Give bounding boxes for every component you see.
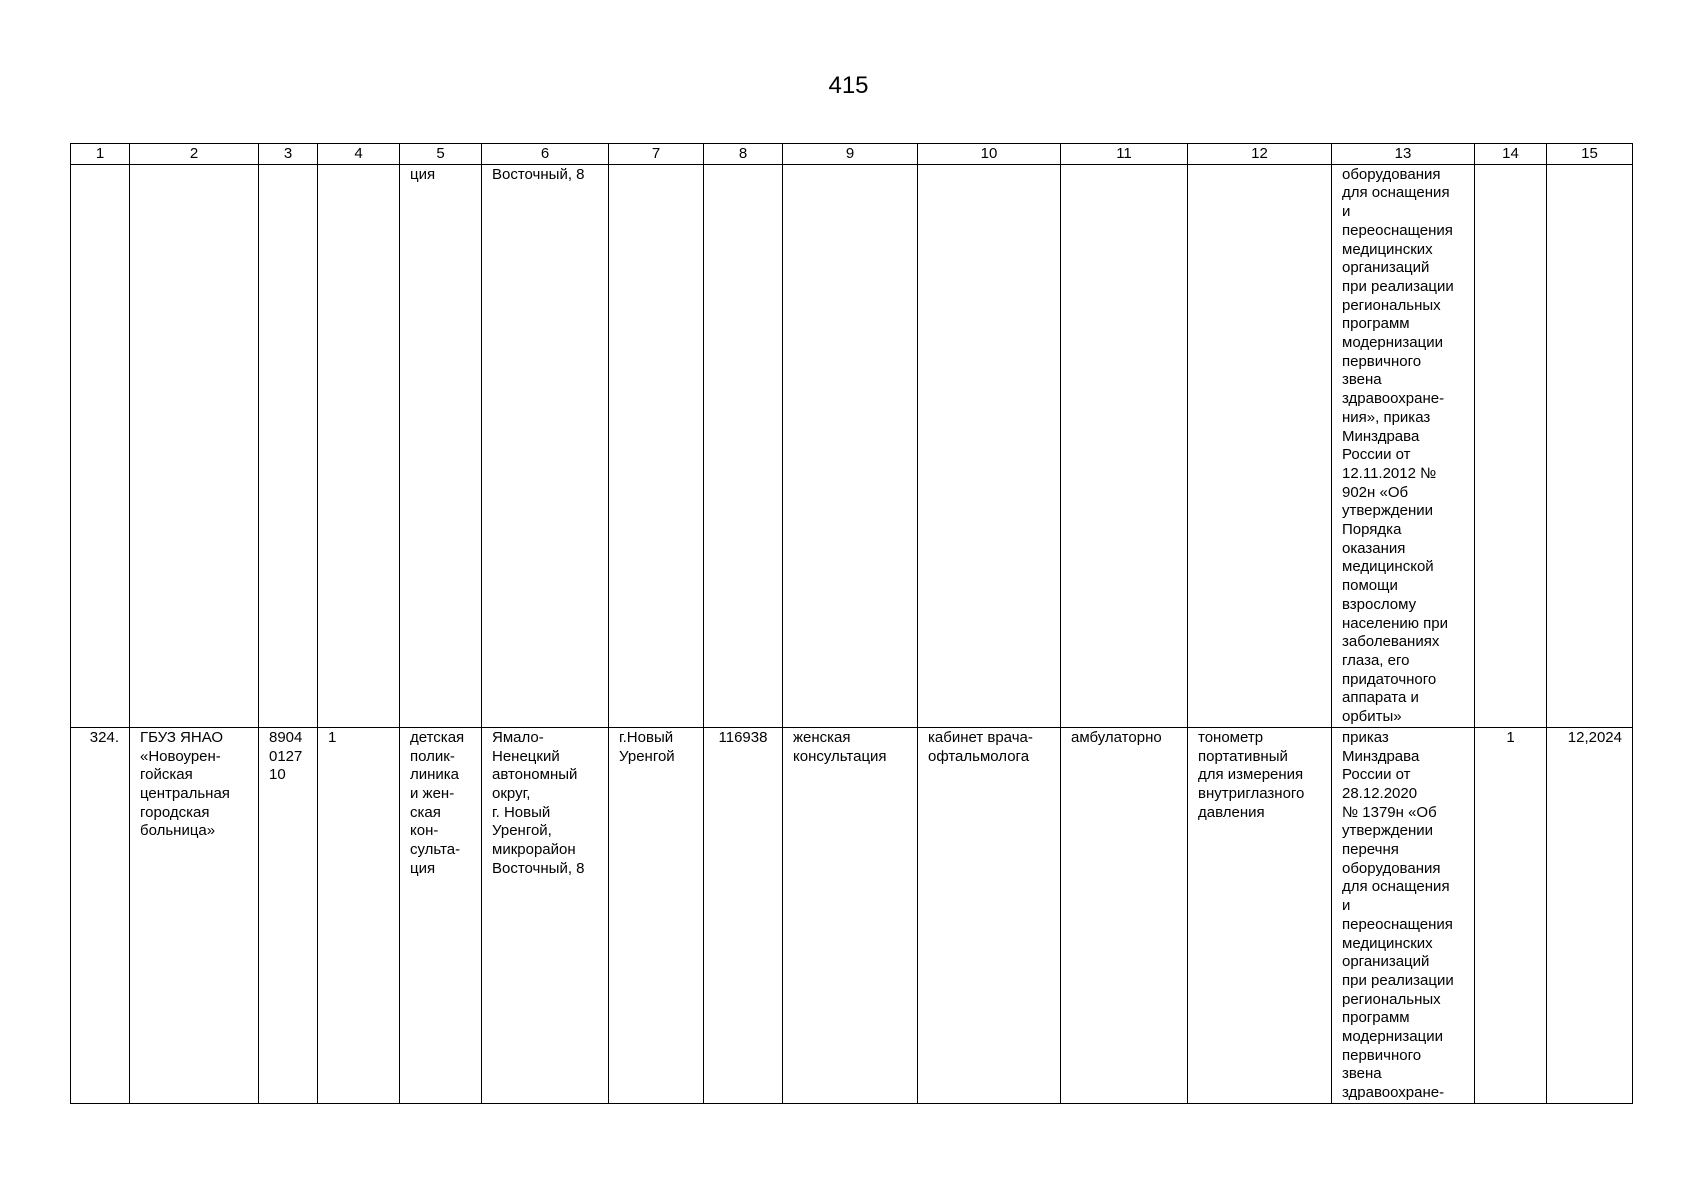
cell-number: 324.: [71, 727, 130, 1103]
header-cell: 1: [71, 144, 130, 165]
cell-organization: ГБУЗ ЯНАО «Новоурен- гойская центральная городская больница»: [130, 727, 259, 1103]
cell-regulation: приказ Минздрава России от 28.12.2020 № 1379н «Об утверждении перечня оборудования для оснащения и переоснащения медицинских организаций при реализации региональных программ модернизации первичного звена здравоохране-: [1332, 727, 1475, 1103]
cell-date: 12,2024: [1547, 727, 1633, 1103]
header-cell: 15: [1547, 144, 1633, 165]
cell-address: Восточный, 8: [482, 164, 609, 727]
table-row-324: [71, 727, 1633, 1103]
cell-count: [318, 164, 400, 727]
cell-code: 116938: [704, 727, 783, 1103]
cell-code: [704, 164, 783, 727]
cell-date: [1547, 164, 1633, 727]
header-row: [71, 144, 1633, 165]
header-cell: 7: [609, 144, 704, 165]
cell-number: [71, 164, 130, 727]
cell-city: г.Новый Уренгой: [609, 727, 704, 1103]
header-cell: 2: [130, 144, 259, 165]
cell-care-form: [1061, 164, 1188, 727]
header-cell: 11: [1061, 144, 1188, 165]
header-cell: 14: [1475, 144, 1547, 165]
table-row-continuation: [71, 164, 1633, 727]
cell-care-form: амбулаторно: [1061, 727, 1188, 1103]
header-cell: 8: [704, 144, 783, 165]
header-cell: 10: [918, 144, 1061, 165]
cell-department: [783, 164, 918, 727]
equipment-table: [70, 143, 1633, 1104]
header-cell: 12: [1188, 144, 1332, 165]
header-cell: 5: [400, 144, 482, 165]
cell-equipment: [1188, 164, 1332, 727]
cell-quantity: 1: [1475, 727, 1547, 1103]
header-cell: 9: [783, 144, 918, 165]
cell-unit-type: детская полик- линика и жен- ская кон- сульта- ция: [400, 727, 482, 1103]
header-cell: 3: [259, 144, 318, 165]
cell-organization: [130, 164, 259, 727]
cell-equipment: тонометр портативный для измерения внутриглазного давления: [1188, 727, 1332, 1103]
cell-room: кабинет врача- офтальмолога: [918, 727, 1061, 1103]
page-number: 415: [828, 72, 869, 99]
header-cell: 13: [1332, 144, 1475, 165]
cell-address: Ямало- Ненецкий автономный округ, г. Новый Уренгой, микрорайон Восточный, 8: [482, 727, 609, 1103]
cell-regulation: оборудования для оснащения и переоснащения медицинских организаций при реализации региональных программ модернизации первичного звена здравоохране- ния», приказ Минздрава России от 12.11.2012 № 902н «Об утверждении Порядка оказания медицинской помощи взрослому населению при заболеваниях глаза, его придаточного аппарата и орбиты»: [1332, 164, 1475, 727]
cell-inn: [259, 164, 318, 727]
cell-department: женская консультация: [783, 727, 918, 1103]
header-cell: 6: [482, 144, 609, 165]
cell-city: [609, 164, 704, 727]
cell-unit-type: ция: [400, 164, 482, 727]
header-cell: 4: [318, 144, 400, 165]
cell-count: 1: [318, 727, 400, 1103]
cell-room: [918, 164, 1061, 727]
cell-inn: 8904 0127 10: [259, 727, 318, 1103]
cell-quantity: [1475, 164, 1547, 727]
